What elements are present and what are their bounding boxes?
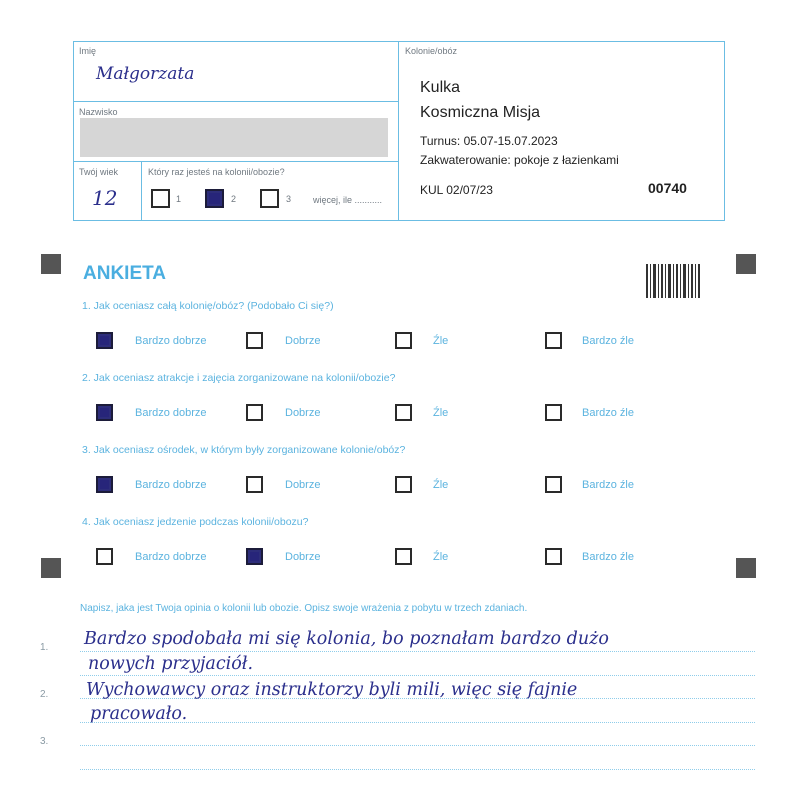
first-name-value[interactable]: Małgorzata — [96, 64, 195, 84]
q3-label-bardzo-zle: Bardzo źle — [582, 479, 634, 491]
q1-option-dobrze[interactable] — [246, 332, 263, 349]
age-value[interactable]: 12 — [92, 186, 118, 210]
opinion-prompt: Napisz, jaka jest Twoja opinia o kolonii lub obozie. Opisz swoje wrażenia z pobytu w trzech zdaniach. — [80, 603, 528, 614]
accommodation-text: Zakwaterowanie: pokoje z łazienkami — [420, 153, 619, 167]
header-divider-age — [73, 161, 399, 162]
last-name-redacted — [80, 118, 388, 157]
first-name-label: Imię — [79, 46, 97, 56]
registration-marker-top-left — [41, 254, 61, 274]
q4-label-bardzo-zle: Bardzo źle — [582, 551, 634, 563]
survey-title: ANKIETA — [83, 263, 167, 284]
barcode-icon — [646, 264, 700, 298]
times-more-label[interactable]: więcej, ile ........... — [313, 195, 383, 205]
opinion-line — [80, 745, 755, 746]
q4-option-zle[interactable] — [395, 548, 412, 565]
q1-label-bardzo-zle: Bardzo źle — [582, 335, 634, 347]
q3-label-zle: Źle — [433, 479, 449, 491]
camp-label: Kolonie/obóz — [405, 46, 458, 56]
q4-label-bardzo-dobrze: Bardzo dobrze — [135, 551, 207, 563]
q1-label-zle: Źle — [433, 335, 449, 347]
age-label: Twój wiek — [79, 167, 119, 177]
times-option-3: 3 — [286, 194, 292, 204]
q2-option-bardzo-dobrze[interactable] — [96, 404, 113, 421]
opinion-line — [80, 651, 755, 652]
registration-marker-bottom-left — [41, 558, 61, 578]
camp-name-2: Kosmiczna Misja — [420, 104, 541, 121]
times-label: Który raz jesteś na kolonii/obozie? — [148, 167, 285, 177]
header-divider-name — [73, 101, 399, 102]
registration-marker-bottom-right — [736, 558, 756, 578]
q4-option-dobrze[interactable] — [246, 548, 263, 565]
times-checkbox-2[interactable] — [205, 189, 224, 208]
q3-option-bardzo-dobrze[interactable] — [96, 476, 113, 493]
question-3-text: 3. Jak oceniasz ośrodek, w którym były zorganizowane kolonie/obóz? — [82, 444, 406, 456]
opinion-line — [80, 675, 755, 676]
q4-label-dobrze: Dobrze — [285, 551, 321, 563]
q2-option-bardzo-zle[interactable] — [545, 404, 562, 421]
question-2-text: 2. Jak oceniasz atrakcje i zajęcia zorganizowane na kolonii/obozie? — [82, 372, 396, 384]
q4-option-bardzo-dobrze[interactable] — [96, 548, 113, 565]
opinion-number-3: 3. — [40, 736, 49, 747]
q2-option-dobrze[interactable] — [246, 404, 263, 421]
times-checkbox-1[interactable] — [151, 189, 170, 208]
registration-marker-top-right — [736, 254, 756, 274]
turnus-text: Turnus: 05.07-15.07.2023 — [420, 134, 558, 148]
form-number: 00740 — [648, 180, 687, 196]
opinion-sentence-2a[interactable]: Wychowawcy oraz instruktorzy byli mili, więc się fajnie — [86, 680, 578, 700]
q1-option-bardzo-dobrze[interactable] — [96, 332, 113, 349]
q3-option-bardzo-zle[interactable] — [545, 476, 562, 493]
q3-label-dobrze: Dobrze — [285, 479, 321, 491]
camp-name-1: Kulka — [420, 79, 461, 96]
camp-code: KUL 02/07/23 — [420, 183, 493, 197]
q4-label-zle: Źle — [433, 551, 449, 563]
opinion-sentence-2b[interactable]: pracowało. — [90, 704, 188, 724]
q1-option-bardzo-zle[interactable] — [545, 332, 562, 349]
q3-label-bardzo-dobrze: Bardzo dobrze — [135, 479, 207, 491]
last-name-label: Nazwisko — [79, 107, 118, 117]
q1-label-bardzo-dobrze: Bardzo dobrze — [135, 335, 207, 347]
times-option-2: 2 — [231, 194, 237, 204]
header-divider-age-vertical — [141, 161, 142, 221]
question-1-text: 1. Jak oceniasz całą kolonię/obóz? (Podobało Ci się?) — [82, 300, 334, 312]
opinion-number-2: 2. — [40, 689, 49, 700]
opinion-number-1: 1. — [40, 642, 49, 653]
q2-label-bardzo-dobrze: Bardzo dobrze — [135, 407, 207, 419]
q1-option-zle[interactable] — [395, 332, 412, 349]
q1-label-dobrze: Dobrze — [285, 335, 321, 347]
q3-option-zle[interactable] — [395, 476, 412, 493]
q4-option-bardzo-zle[interactable] — [545, 548, 562, 565]
opinion-line — [80, 769, 755, 770]
header-divider-vertical — [398, 41, 399, 221]
q2-label-zle: Źle — [433, 407, 449, 419]
times-option-1: 1 — [176, 194, 182, 204]
opinion-sentence-1b[interactable]: nowych przyjaciół. — [88, 654, 254, 674]
q2-label-dobrze: Dobrze — [285, 407, 321, 419]
question-4-text: 4. Jak oceniasz jedzenie podczas kolonii/obozu? — [82, 516, 309, 528]
q2-label-bardzo-zle: Bardzo źle — [582, 407, 634, 419]
times-checkbox-3[interactable] — [260, 189, 279, 208]
q3-option-dobrze[interactable] — [246, 476, 263, 493]
opinion-sentence-1a[interactable]: Bardzo spodobała mi się kolonia, bo poznałam bardzo dużo — [84, 629, 609, 649]
q2-option-zle[interactable] — [395, 404, 412, 421]
